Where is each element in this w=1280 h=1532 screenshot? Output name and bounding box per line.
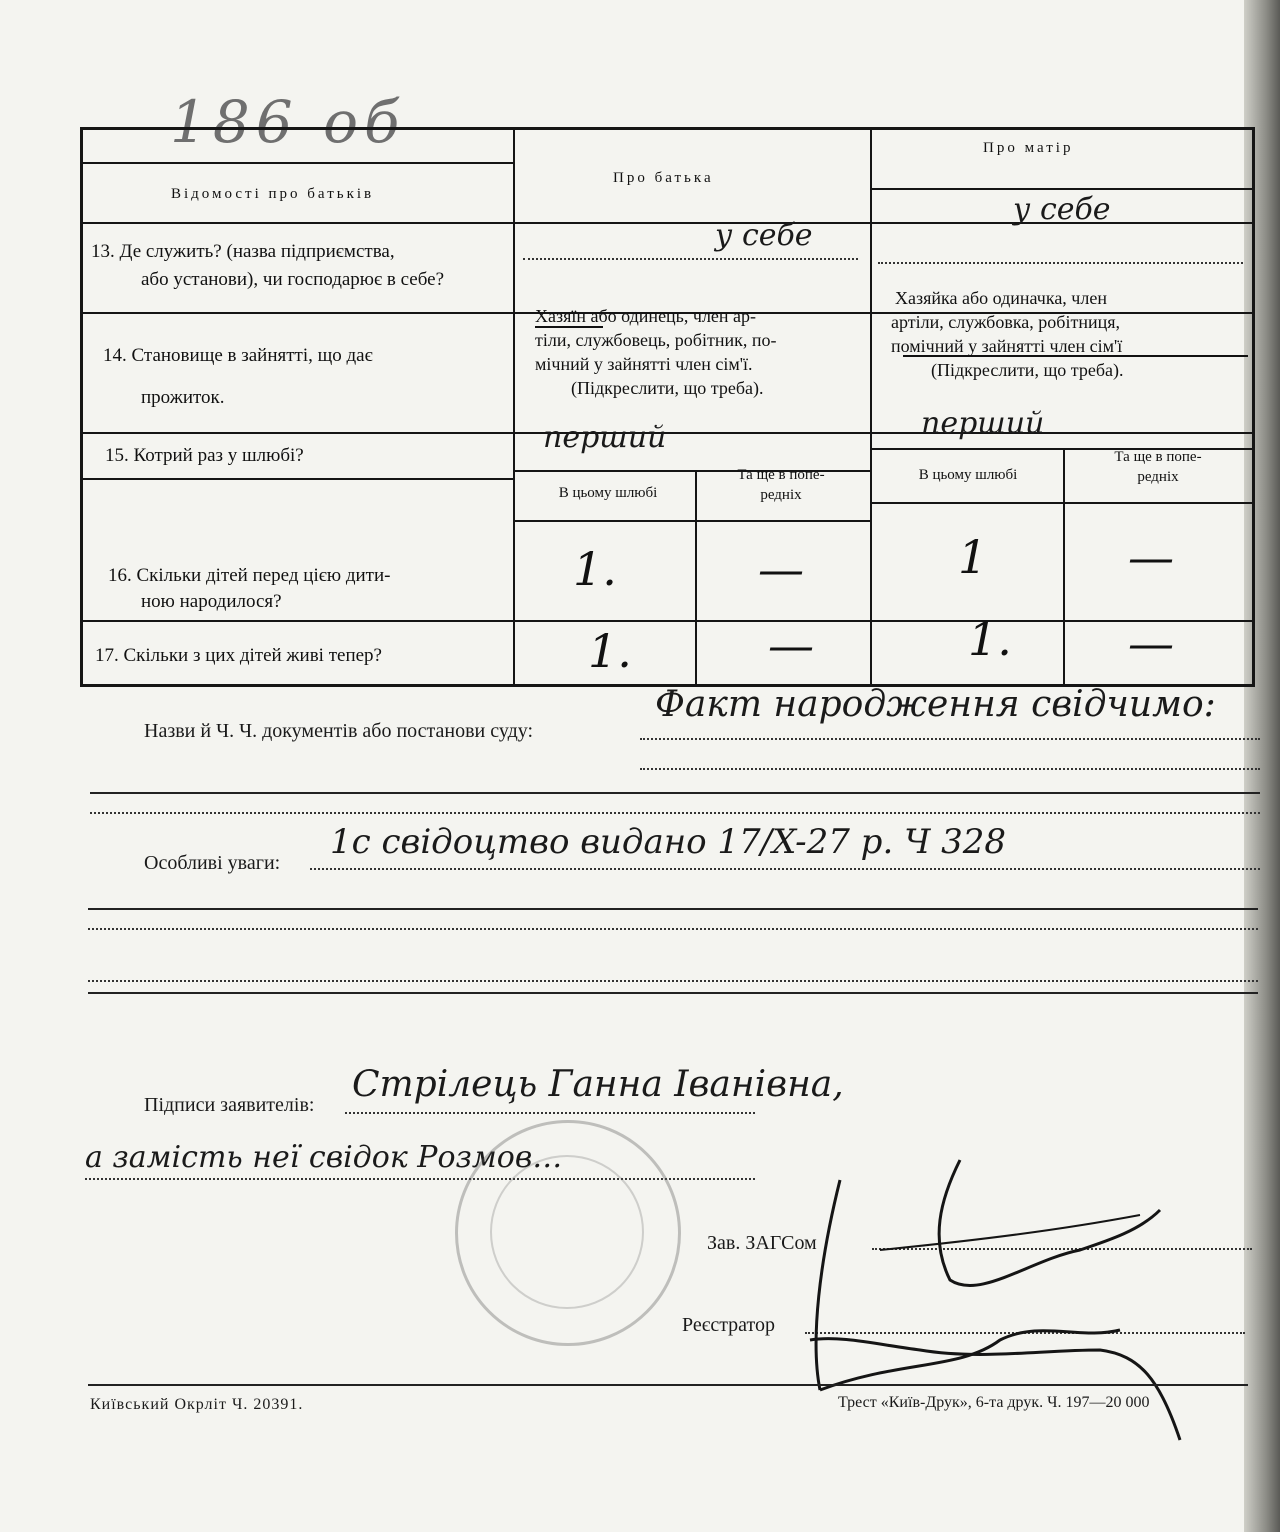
documents-label: Назви й Ч. Ч. документів або постанови суду:	[144, 720, 534, 742]
q14-father-1: Хазяїн або одинець, член ар-	[535, 306, 757, 326]
row15-left-rule	[83, 478, 513, 480]
q15-father-value: перший	[543, 420, 667, 455]
documents-line-2	[640, 768, 1260, 770]
documents-line-3	[90, 792, 1260, 794]
remarks-line-2	[88, 908, 1258, 910]
mother-this-marriage: В цьому шлюбі	[918, 467, 1018, 483]
round-stamp-inner	[490, 1155, 644, 1309]
remarks-line-4	[88, 980, 1258, 982]
q16-mother-prev: —	[1128, 530, 1174, 584]
q16-mother-this: 1	[958, 530, 988, 584]
father-previous-2: редніх	[760, 487, 802, 503]
father-sub-divider	[695, 470, 697, 687]
parents-info-table	[80, 127, 1255, 687]
col-divider-1	[513, 130, 515, 687]
remarks-line-1	[310, 868, 1260, 870]
row14-rule	[83, 432, 1253, 434]
footer-rule	[88, 1384, 1248, 1386]
remarks-line-3	[88, 928, 1258, 930]
applicant-1-line	[345, 1112, 755, 1114]
q14-mother-3: помічний у зайнятті член сім'ї	[891, 336, 1123, 356]
q17-mother-prev: —	[1128, 616, 1174, 670]
q16-father-this: 1.	[573, 542, 617, 596]
q15-mother-value: перший	[921, 406, 1045, 441]
q17-father-this: 1.	[588, 624, 632, 678]
mother-subheader-rule	[870, 502, 1253, 504]
q15-label: 15. Котрий раз у шлюбі?	[105, 445, 304, 466]
col-divider-2	[870, 130, 872, 687]
applicant-2-signature: а замість неї свідок Розмов…	[85, 1140, 563, 1175]
header-col1: Відомості про батьків	[171, 186, 375, 202]
zags-head-label: Зав. ЗАГСом	[707, 1232, 817, 1254]
q13-mother-line	[878, 262, 1243, 264]
remarks-line-5	[88, 992, 1258, 994]
q14-father-underline	[535, 326, 603, 328]
father-previous-1: Та ще в попе-	[737, 467, 825, 483]
q17-father-prev: —	[768, 618, 814, 672]
q14-mother-underline	[903, 355, 1248, 357]
registrar-label: Реєстратор	[682, 1314, 776, 1336]
father-subheader-rule	[513, 520, 870, 522]
q13-father-line	[523, 258, 858, 260]
remarks-value: 1с свідоцтво видано 17/X-27 р. Ч 328	[330, 822, 1007, 862]
header-col2: Про батька	[613, 170, 714, 186]
footer-left: Київський Окрліт Ч. 20391.	[90, 1396, 304, 1413]
header-top-rule	[83, 162, 513, 164]
q14-father-3: мічний у зайнятті член сім'ї.	[535, 354, 753, 374]
row16-rule	[83, 620, 1253, 622]
mother-previous-2: редніх	[1137, 469, 1179, 485]
documents-line-4	[90, 812, 1260, 814]
documents-line-1	[640, 738, 1260, 740]
q17-label: 17. Скільки з цих дітей живі тепер?	[95, 645, 382, 666]
q16-label-1: 16. Скільки дітей перед цією дити-	[108, 565, 391, 586]
q13-label-1: 13. Де служить? (назва підприємства,	[91, 241, 395, 262]
footer-right: Трест «Київ-Друк», 6-та друк. Ч. 197—20 000	[838, 1394, 1150, 1411]
q17-mother-this: 1.	[968, 612, 1012, 666]
header-mother-rule	[870, 188, 1253, 190]
q14-father-2: тіли, службовець, робітник, по-	[535, 330, 777, 350]
remarks-label: Особливі уваги:	[144, 852, 281, 874]
q14-father-4: (Підкреслити, що треба).	[571, 378, 764, 398]
applicants-label: Підписи заявителів:	[144, 1094, 315, 1116]
q14-mother-2: артіли, службовка, робітниця,	[891, 312, 1120, 332]
q14-label-1: 14. Становище в зайнятті, що дає	[103, 345, 373, 366]
q16-label-2: ною народилося?	[141, 591, 282, 612]
mother-sub-divider	[1063, 448, 1065, 687]
archive-number: 186 об	[170, 88, 406, 156]
q13-mother-value: у себе	[1013, 192, 1111, 227]
mother-previous-1: Та ще в попе-	[1114, 449, 1202, 465]
official-signatures-strokes	[780, 1140, 1210, 1480]
q14-mother-4: (Підкреслити, що треба).	[931, 360, 1124, 380]
documents-value: Факт народження свідчимо:	[655, 684, 1216, 725]
header-col3: Про матір	[983, 140, 1074, 156]
q16-father-prev: —	[758, 542, 804, 596]
applicant-1-signature: Стрілець Ганна Іванівна,	[352, 1064, 844, 1105]
q13-father-value: у себе	[715, 218, 813, 253]
father-this-marriage: В цьому шлюбі	[558, 485, 658, 501]
q14-label-2: прожиток.	[141, 387, 225, 408]
q14-mother-1: Хазяйка або одиначка, член	[895, 288, 1107, 308]
q13-label-2: або установи), чи господарює в себе?	[141, 269, 445, 290]
